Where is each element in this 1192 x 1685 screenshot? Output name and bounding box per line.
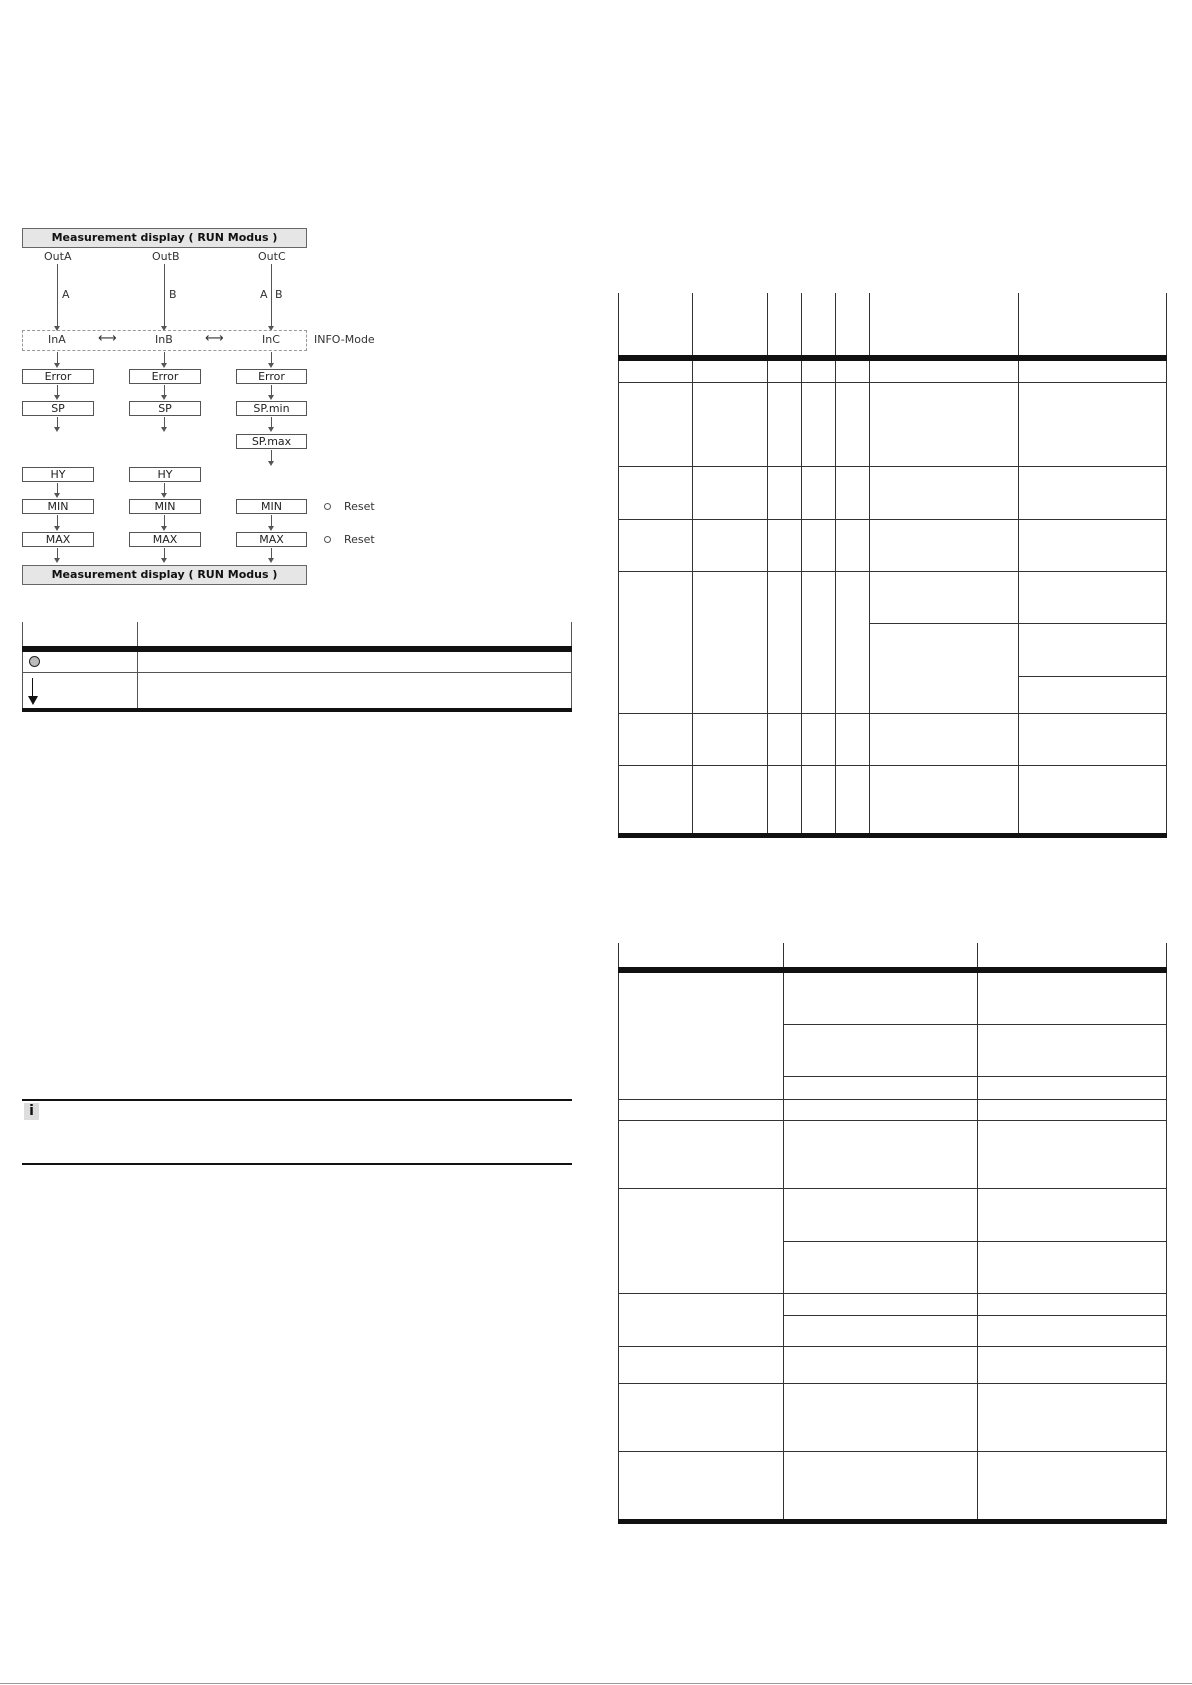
info-mode-label: INFO-Mode [314,333,375,346]
a-hy-box: HY [22,467,94,482]
page-footer-rule [0,1683,1192,1684]
b-hy-box: HY [129,467,201,482]
a-min-box: MIN [22,499,94,514]
input-a: InA [48,333,66,346]
c-min-box: MIN [236,499,307,514]
c-spmax-box: SP.max [236,434,307,449]
b-min-box: MIN [129,499,201,514]
a-max-box: MAX [22,532,94,547]
input-c: InC [262,333,280,346]
branch-label-c1: A [260,288,268,301]
branch-label-c2: B [275,288,283,301]
reset-button-icon [324,536,331,543]
button-symbol-icon [29,656,40,667]
a-sp-box: SP [22,401,94,416]
swap-arrow-icon: ⟷ [205,331,224,346]
c-max-box: MAX [236,532,307,547]
out-c-label: OutC [258,250,286,263]
branch-label-a: A [62,288,70,301]
b-sp-box: SP [129,401,201,416]
swap-arrow-icon: ⟷ [98,331,117,346]
out-b-label: OutB [152,250,180,263]
info-icon: i [24,1103,39,1120]
reset-button-icon [324,503,331,510]
arrow-down-icon [32,678,33,697]
branch-label-b: B [169,288,177,301]
input-b: InB [155,333,173,346]
run-mode-header-bottom: Measurement display ( RUN Modus ) [22,565,307,585]
reset-label: Reset [344,533,375,546]
out-a-label: OutA [44,250,72,263]
reset-label: Reset [344,500,375,513]
c-spmin-box: SP.min [236,401,307,416]
a-error-box: Error [22,369,94,384]
run-mode-header-top: Measurement display ( RUN Modus ) [22,228,307,248]
b-max-box: MAX [129,532,201,547]
c-error-box: Error [236,369,307,384]
b-error-box: Error [129,369,201,384]
